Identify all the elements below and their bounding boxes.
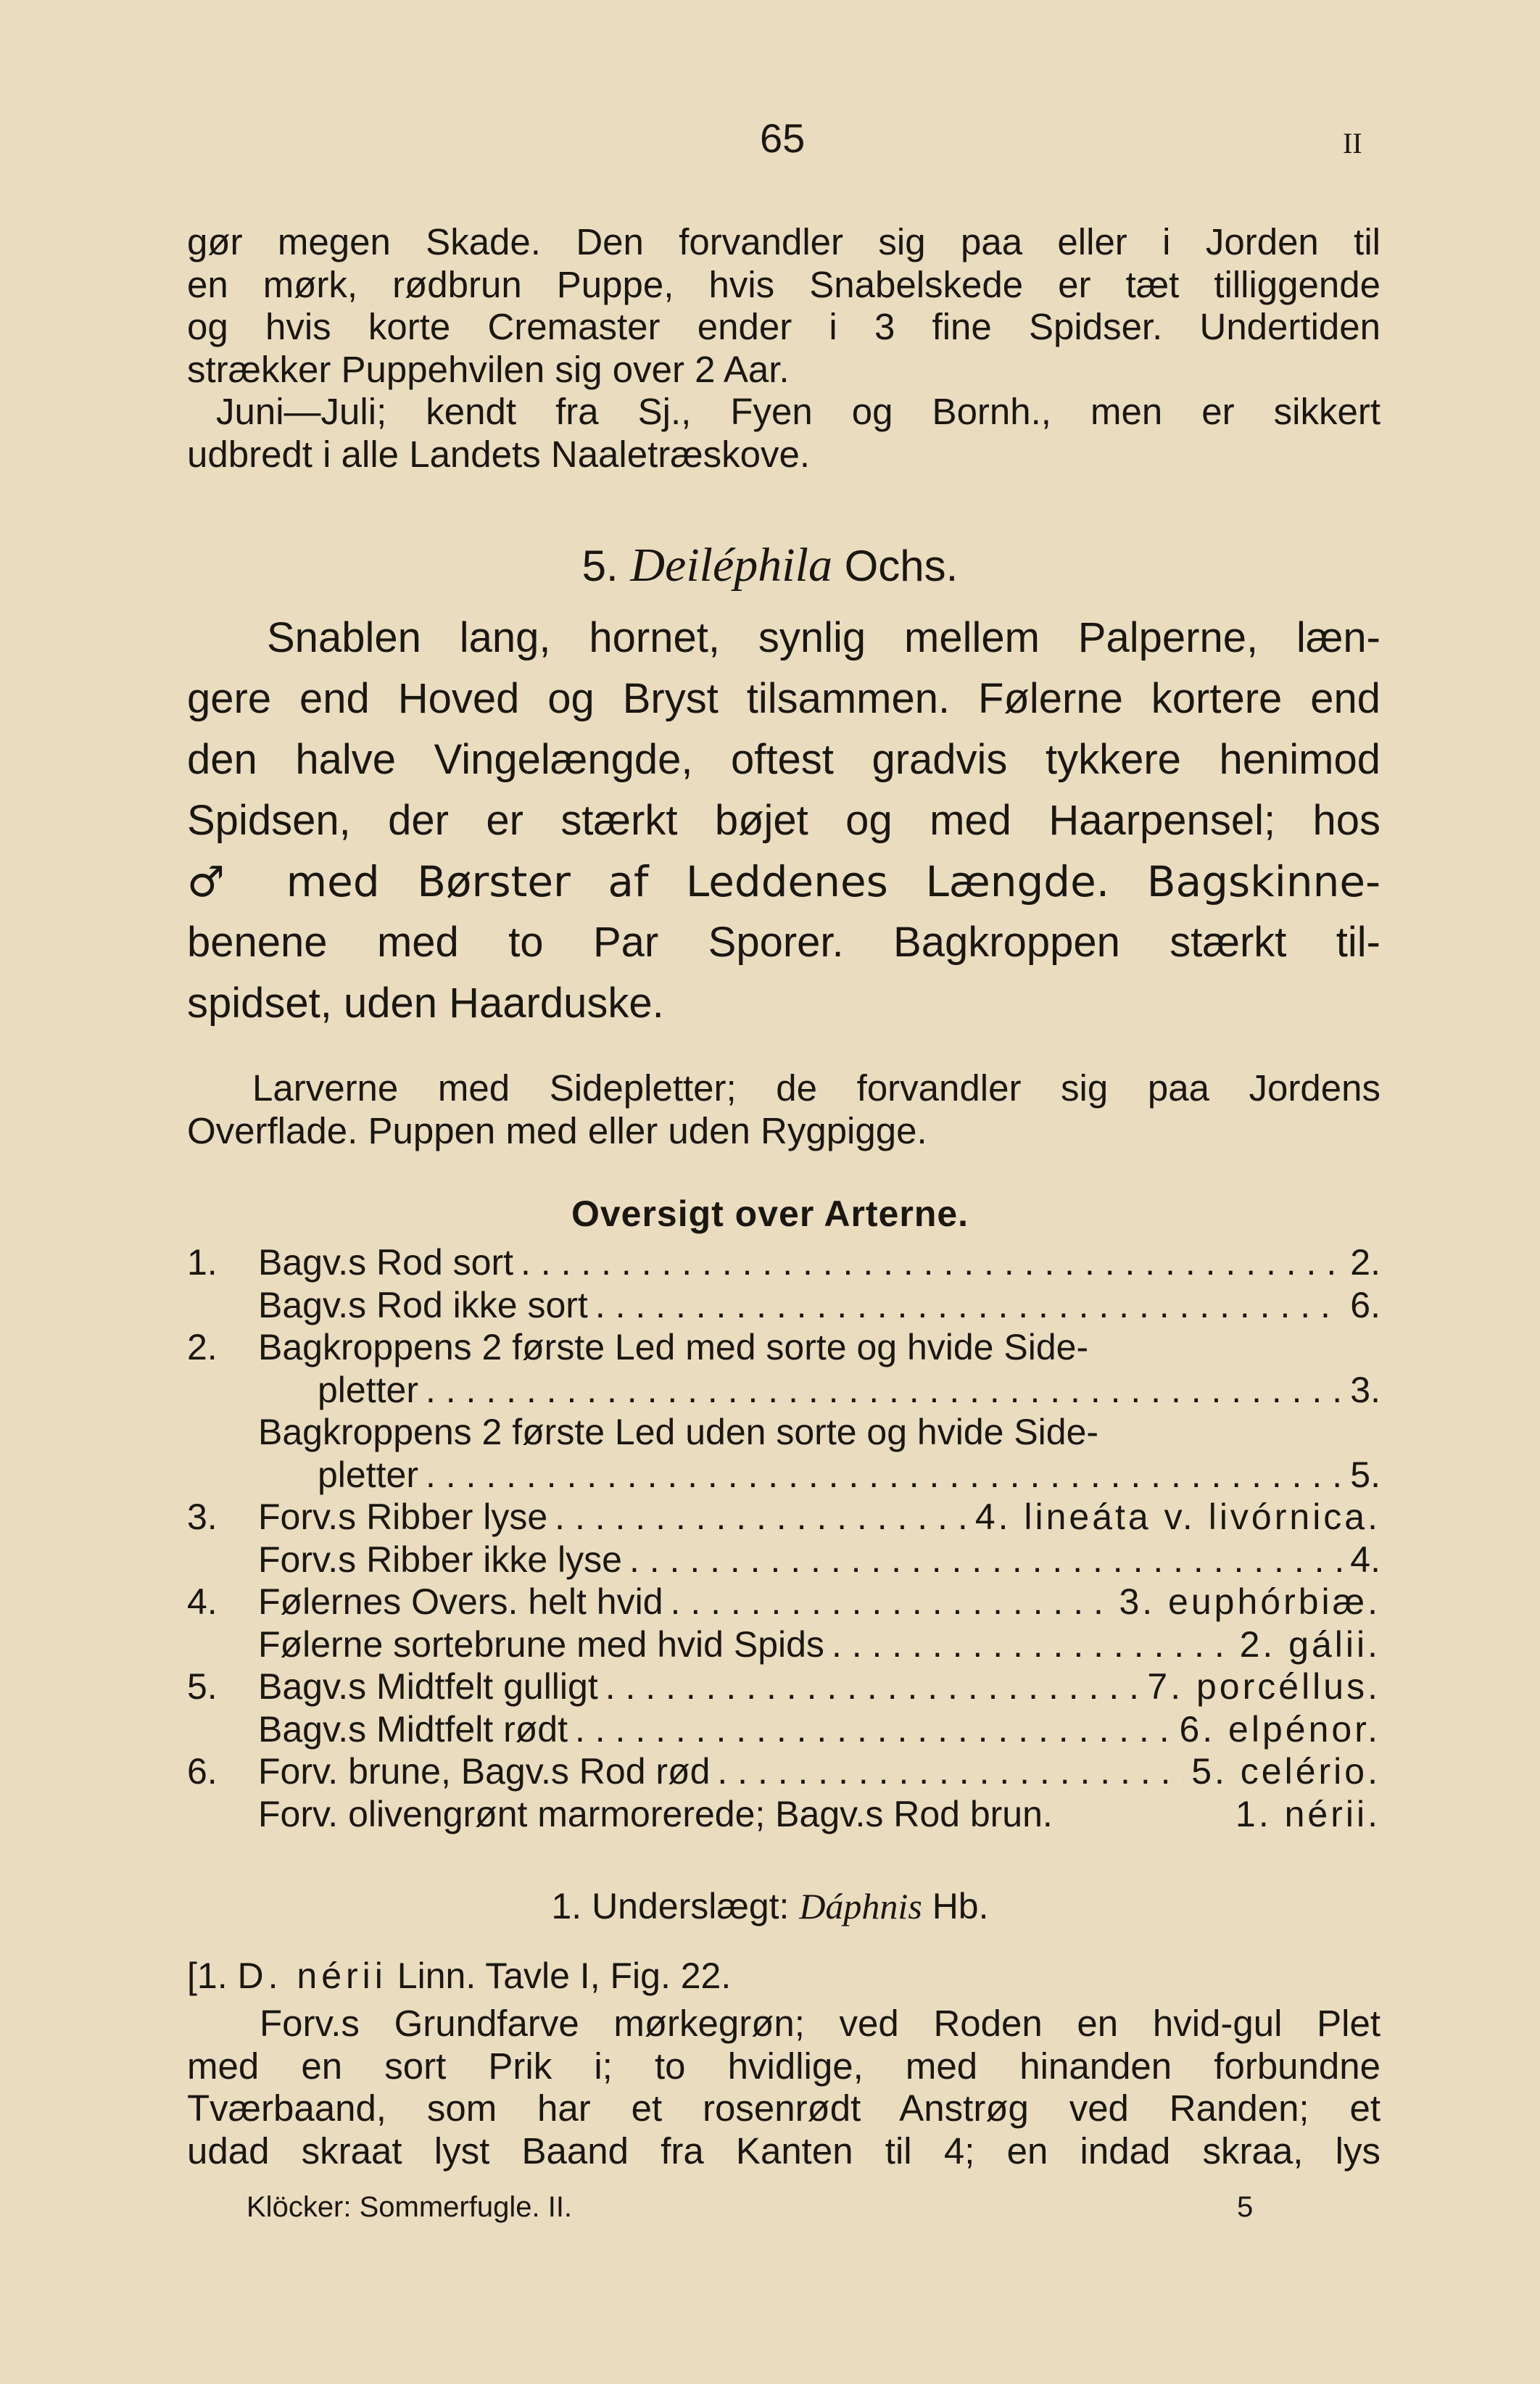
subgenus-prefix: 1. Underslægt: (551, 1886, 790, 1926)
key-row-leader (555, 1496, 968, 1539)
genus-author: Ochs. (844, 542, 959, 590)
text-line: udbredt i alle Landets Naaletræskove. (187, 433, 811, 475)
species-name: D. nérii (237, 1955, 387, 1996)
text-line: spidset, uden Haarduske. (187, 980, 664, 1027)
text-line: Spidsen, der er stærkt bøjet og med Haarpensel; hos (187, 797, 1380, 844)
key-row-content (258, 1793, 1380, 1836)
key-row-number: 6. (187, 1751, 218, 1792)
key-row-text: Bagv.s Rod sort (258, 1242, 514, 1283)
key-row-leader (832, 1623, 1233, 1666)
key-row-leader (629, 1539, 1343, 1581)
genus-name: Deiléphila (630, 539, 832, 592)
key-row-content (258, 1581, 1380, 1623)
genus-heading (0, 538, 1540, 593)
text-line: Snablen lang, hornet, synlig mellem Palperne, læn- (267, 614, 1380, 661)
key-row (187, 1369, 1380, 1412)
key-row (187, 1581, 1380, 1623)
footer-signature: 5 (1237, 2191, 1254, 2223)
key-row-number: 2. (187, 1327, 218, 1367)
key-row (187, 1539, 1380, 1581)
key-row-leader (595, 1284, 1343, 1327)
key-row-text: Bagkroppens 2 første Led med sorte og hvide Side- (258, 1327, 1089, 1367)
key-row-text: Forv. brune, Bagv.s Rod rød (258, 1751, 711, 1792)
key-row-content (258, 1326, 1380, 1369)
key-row-text: pletter (318, 1369, 418, 1410)
key-row (187, 1496, 1380, 1539)
key-row (187, 1793, 1380, 1836)
key-row-leader (426, 1454, 1343, 1497)
key-row (187, 1241, 1380, 1284)
key-row (187, 1326, 1380, 1369)
key-row-result: 4. lineáta v. livórnica. (974, 1497, 1380, 1537)
key-row-content (258, 1496, 1380, 1539)
key-row-result: 1. nérii. (1235, 1793, 1380, 1834)
text-line: Juni—Juli; kendt fra Sj., Fyen og Bornh., men er sikkert (216, 391, 1380, 432)
key-row (187, 1454, 1380, 1497)
text-line: Tværbaand, som har et rosenrødt Anstrøg ved Randen; et (187, 2087, 1380, 2129)
key-row-text: Forv.s Ribber lyse (258, 1497, 548, 1537)
key-row-result: 6. (1350, 1284, 1380, 1325)
key-row-content (258, 1665, 1380, 1708)
text-line: ♂ med Børster af Leddenes Længde. Bagskinne- (187, 857, 1380, 906)
text-line: gere end Hoved og Bryst tilsammen. Følerne kortere end (187, 675, 1380, 722)
key-row-text: Bagv.s Rod ikke sort (258, 1284, 588, 1325)
key-row (187, 1284, 1380, 1327)
text-line: med en sort Prik i; to hvidlige, med hinanden forbundne (187, 2045, 1380, 2087)
text-line: gør megen Skade. Den forvandler sig paa eller i Jorden til (187, 221, 1380, 262)
key-row (187, 1411, 1380, 1454)
signature-mark: II (1343, 127, 1362, 160)
key-row-result: 4. (1350, 1539, 1380, 1580)
text-line: Overflade. Puppen med eller uden Rygpigge. (187, 1109, 927, 1151)
key-row-leader (605, 1665, 1140, 1708)
footer-title: Klöcker: Sommerfugle. II. (247, 2191, 573, 2223)
subgenus-heading (0, 1885, 1540, 1927)
key-row-result: 5. (1350, 1454, 1380, 1495)
key-row-content (258, 1708, 1380, 1751)
key-row-content (258, 1411, 1380, 1454)
key-row-content (318, 1369, 1380, 1412)
key-row-content (258, 1539, 1380, 1581)
key-row-text: Forv.s Ribber ikke lyse (258, 1539, 622, 1580)
key-row-result: 7. porcéllus. (1147, 1666, 1380, 1707)
key-row (187, 1665, 1380, 1708)
text-line: og hvis korte Cremaster ender i 3 fine Spidser. Undertiden (187, 306, 1380, 347)
subgenus-author: Hb. (932, 1886, 989, 1926)
text-line: en mørk, rødbrun Puppe, hvis Snabelskede er tæt tilliggende (187, 263, 1380, 305)
key-row-text: Følernes Overs. helt hvid (258, 1581, 663, 1622)
genus-description (187, 608, 1380, 1034)
text-line: Forv.s Grundfarve mørkegrøn; ved Roden en hvid-gul Plet (260, 2003, 1380, 2044)
key-row-number: 3. (187, 1497, 218, 1537)
text-line: den halve Vingelængde, oftest gradvis tykkere henimod (187, 736, 1380, 783)
key-row-leader (717, 1750, 1184, 1793)
key-row-content (258, 1241, 1380, 1284)
key-row-content (318, 1454, 1380, 1497)
key-row-result: 3. euphórbiæ. (1119, 1581, 1380, 1622)
key-title: Oversigt over Arterne. (571, 1193, 969, 1234)
key-row-text: pletter (318, 1454, 418, 1495)
key-row-result: 3. (1350, 1369, 1380, 1410)
key-row (187, 1750, 1380, 1793)
intro-paragraph (187, 221, 1380, 476)
key-row-content (258, 1284, 1380, 1327)
key-row-content (258, 1623, 1380, 1666)
page-number: 65 (760, 115, 806, 161)
species-number: [1. (187, 1955, 228, 1996)
text-line: benene med to Par Sporer. Bagkroppen stærkt til- (187, 919, 1380, 966)
key-row-text: Følerne sortebrune med hvid Spids (258, 1623, 824, 1665)
key-row-number: 5. (187, 1666, 218, 1707)
key-row-result: 5. celério. (1191, 1751, 1380, 1792)
species-rest: Linn. Tavle I, Fig. 22. (397, 1955, 732, 1996)
key-row-text: Bagkroppens 2 første Led uden sorte og hvide Side- (258, 1412, 1099, 1452)
species-key (187, 1241, 1380, 1835)
key-row (187, 1623, 1380, 1666)
key-row-text: Bagv.s Midtfelt rødt (258, 1708, 568, 1750)
key-row-number: 4. (187, 1581, 218, 1622)
key-row-result: 2. gálii. (1239, 1623, 1380, 1665)
key-row (187, 1708, 1380, 1751)
text-line: strækker Puppehvilen sig over 2 Aar. (187, 348, 790, 390)
larva-paragraph (187, 1067, 1380, 1152)
key-row-leader (426, 1369, 1343, 1412)
key-row-leader (575, 1708, 1172, 1751)
key-row-text: Forv. olivengrønt marmorerede; Bagv.s Rod brun. (258, 1793, 1053, 1834)
subgenus-name: Dáphnis (799, 1886, 922, 1926)
key-row-result: 2. (1350, 1242, 1380, 1283)
species-description (187, 2003, 1380, 2172)
text-line: udad skraat lyst Baand fra Kanten til 4; en indad skraa, lys (187, 2130, 1380, 2172)
genus-number: 5. (581, 542, 618, 590)
key-row-leader (521, 1241, 1343, 1284)
text-line: Larverne med Sidepletter; de forvandler sig paa Jordens (252, 1067, 1380, 1109)
key-row-text: Bagv.s Midtfelt gulligt (258, 1666, 598, 1707)
key-row-result: 6. elpénor. (1179, 1708, 1380, 1750)
key-row-content (258, 1750, 1380, 1793)
species-heading (187, 1955, 731, 1997)
key-row-number: 1. (187, 1242, 218, 1283)
key-row-leader (671, 1581, 1112, 1623)
